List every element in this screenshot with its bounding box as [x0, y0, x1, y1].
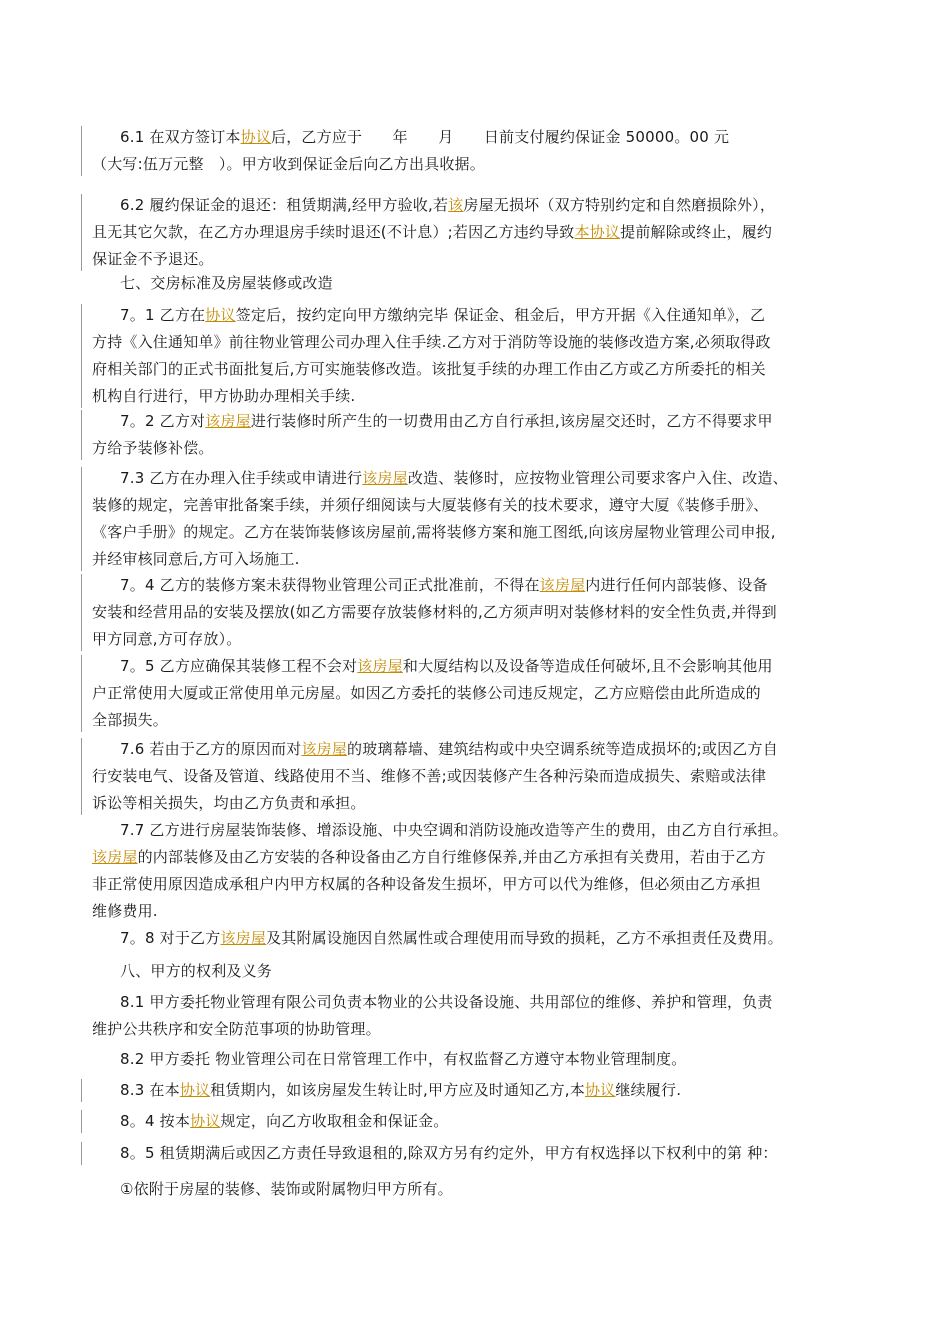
text-line [92, 1176, 862, 1203]
text-line [92, 356, 862, 383]
text-line [92, 707, 862, 734]
text-run: 8.1 甲方委托物业管理有限公司负责本物业的公共设备设施、共用部位的维修、养护和管理，负责 [120, 993, 773, 1011]
text-run: 方给予装修补偿。 [92, 439, 214, 457]
text-line [92, 626, 862, 653]
highlighted-term: 该 [448, 196, 464, 214]
clause-paragraph [92, 408, 862, 462]
text-run: 继续履行. [615, 1081, 682, 1099]
clause-paragraph [92, 1077, 862, 1104]
text-line [92, 989, 862, 1016]
clause-paragraph [92, 989, 862, 1043]
text-line [92, 1108, 862, 1135]
clause-paragraph [92, 653, 862, 734]
text-run: 7。5 乙方应确保其装修工程不会对 [120, 657, 358, 675]
text-run: 房屋无损坏（双方特别约定和自然磨损除外）， [463, 196, 776, 214]
text-run: 7.7 乙方进行房屋装饰装修、增添设施、中央空调和消防设施改造等产生的费用，由乙方自行承担。 [120, 821, 788, 839]
text-run: 并经审核同意后,方可入场施工. [92, 550, 300, 568]
revision-bar [81, 467, 82, 571]
text-run: 日前支付履约保证金 50000。00 元 [483, 128, 730, 146]
text-run: 诉讼等相关损失，均由乙方负责和承担。 [92, 794, 366, 812]
text-line [92, 302, 862, 329]
clause-paragraph [92, 817, 862, 925]
highlighted-term: 该房屋 [220, 929, 267, 947]
text-run: 八、甲方的权利及义务 [120, 962, 273, 980]
text-run: 维护公共秩序和安全防范事项的协助管理。 [92, 1020, 381, 1038]
clause-paragraph [92, 1176, 862, 1203]
revision-bar [81, 1110, 82, 1133]
text-run: 保证金不予退还。 [92, 250, 214, 268]
highlighted-term: 本协议 [574, 223, 621, 241]
clause-paragraph [92, 736, 862, 817]
text-line [92, 680, 862, 707]
highlighted-term: 该房屋 [362, 469, 408, 487]
text-run: 规定，向乙方收取租金和保证金。 [220, 1112, 449, 1130]
text-run: （大写:伍万元整 ）。甲方收到保证金后向乙方出具收据。 [92, 155, 485, 173]
text-line [92, 925, 862, 952]
text-line [92, 519, 862, 546]
text-line [92, 898, 862, 925]
revision-bar [81, 126, 82, 176]
text-run: 8.2 甲方委托 物业管理公司在日常管理工作中，有权监督乙方遵守本物业管理制度。 [120, 1050, 687, 1068]
text-run: 签定后，按约定向甲方缴纳完毕 保证金、租金后，甲方开据《入住通知单》，乙 [235, 306, 766, 324]
text-run: 后，乙方应于 [271, 128, 363, 146]
text-run: 种： [747, 1144, 778, 1162]
text-run: 及其附属设施因自然属性或合理使用而导致的损耗，乙方不承担责任及费用。 [266, 929, 783, 947]
revision-bar [81, 738, 82, 815]
text-run: 全部损失。 [92, 711, 169, 729]
text-line [92, 958, 862, 985]
text-run: 且无其它欠款，在乙方办理退房手续时退还(不计息）;若因乙方违约导致 [92, 223, 575, 241]
highlighted-term: 该房屋 [301, 740, 348, 758]
revision-bar [81, 194, 82, 271]
clause-paragraph [92, 1140, 862, 1167]
text-line [92, 219, 862, 246]
revision-bar [81, 655, 82, 732]
text-run: 装修的规定，完善审批备案手续，并须仔细阅读与大厦装修有关的技术要求，遵守大厦《装修手册》、 [92, 496, 769, 514]
text-run: 8。4 按本 [120, 1112, 191, 1130]
text-line [92, 790, 862, 817]
clause-paragraph [92, 302, 862, 410]
text-line [92, 817, 862, 844]
text-run: 7。8 对于乙方 [120, 929, 221, 947]
text-line [92, 572, 862, 599]
highlighted-term: 该房屋 [92, 848, 138, 866]
text-line [92, 871, 862, 898]
highlighted-term: 该房屋 [205, 412, 251, 430]
text-line [92, 492, 862, 519]
text-line [92, 1016, 862, 1043]
text-line [92, 844, 862, 871]
text-line [92, 246, 862, 273]
text-run: 8。5 租赁期满后或因乙方责任导致退租的,除双方另有约定外，甲方有权选择以下权利中的第 [120, 1144, 748, 1162]
text-run: 府相关部门的正式书面批复后,方可实施装修改造。该批复手续的办理工作由乙方或乙方所委托的相关 [92, 360, 766, 378]
text-line [92, 124, 862, 151]
text-run: 的内部装修及由乙方安装的各种设备由乙方自行维修保养,并由乙方承担有关费用，若由于乙方 [137, 848, 766, 866]
clause-paragraph [92, 925, 862, 952]
highlighted-term: 协议 [190, 1112, 221, 1130]
text-line [92, 329, 862, 356]
text-run: 方持《入住通知单》前往物业管理公司办理入住手续.乙方对于消防等设施的装修改造方案,必须取得政 [92, 333, 771, 351]
clause-paragraph [92, 124, 862, 178]
highlighted-term: 该房屋 [357, 657, 403, 675]
text-run: 8.3 在本 [120, 1081, 180, 1099]
clause-paragraph [92, 465, 862, 573]
highlighted-term: 协议 [179, 1081, 211, 1099]
highlighted-term: 协议 [240, 128, 272, 146]
revision-bar [81, 1142, 82, 1165]
text-line [92, 1077, 862, 1104]
clause-paragraph [92, 958, 862, 985]
clause-paragraph [92, 572, 862, 653]
revision-bar [81, 304, 82, 408]
text-run: ①依附于房屋的装修、装饰或附属物归甲方所有。 [120, 1180, 453, 1198]
text-run: 机构自行进行，甲方协助办理相关手续. [92, 387, 356, 405]
text-run: 进行装修时所产生的一切费用由乙方自行承担,该房屋交还时，乙方不得要求甲 [250, 412, 773, 430]
clause-paragraph [92, 1046, 862, 1073]
text-run: 7.6 若由于乙方的原因而对 [120, 740, 302, 758]
text-line [92, 1140, 862, 1167]
text-line [92, 763, 862, 790]
text-run: 7。1 乙方在 [120, 306, 206, 324]
text-line [92, 736, 862, 763]
clause-paragraph [92, 1108, 862, 1135]
clause-paragraph [92, 270, 862, 297]
text-run: 维修费用. [92, 902, 158, 920]
text-run: 七、交房标准及房屋装修或改造 [120, 274, 333, 292]
revision-bar [81, 574, 82, 651]
text-run: 7。4 乙方的装修方案未获得物业管理公司正式批准前，不得在 [120, 576, 540, 594]
text-line [92, 408, 862, 435]
text-run: 6.1 在双方签订本 [120, 128, 241, 146]
text-run: 租赁期内，如该房屋发生转让时,甲方应及时通知乙方,本 [210, 1081, 585, 1099]
text-line [92, 599, 862, 626]
highlighted-term: 协议 [205, 306, 236, 324]
revision-bar [81, 410, 82, 460]
text-run: 安装和经营用品的安装及摆放(如乙方需要存放装修材料的,乙方须声明对装修材料的安全性负责,并得到 [92, 603, 777, 621]
text-line [92, 151, 862, 178]
text-run: 内进行任何内部装修、设备 [585, 576, 768, 594]
text-line [92, 1046, 862, 1073]
blank-date-field: 年 月 [362, 128, 484, 146]
text-run: 7.3 乙方在办理入住手续或申请进行 [120, 469, 363, 487]
text-line [92, 383, 862, 410]
text-run: 7。2 乙方对 [120, 412, 206, 430]
text-line [92, 546, 862, 573]
text-run: 提前解除或终止，履约 [620, 223, 773, 241]
text-run: 《客户手册》的规定。乙方在装饰装修该房屋前,需将装修方案和施工图纸,向该房屋物业管理公司申报, [92, 523, 776, 541]
text-run: 甲方同意,方可存放）。 [92, 630, 242, 648]
text-run: 和大厦结构以及设备等造成任何破坏,且不会影响其他用 [402, 657, 773, 675]
text-run: 行安装电气、设备及管道、线路使用不当、维修不善;或因装修产生各种污染而造成损失、索赔或法律 [92, 767, 767, 785]
text-line [92, 653, 862, 680]
text-line [92, 465, 862, 492]
highlighted-term: 协议 [584, 1081, 616, 1099]
text-run: 非正常使用原因造成承租户内甲方权属的各种设备发生损坏，甲方可以代为维修，但必须由乙方承担 [92, 875, 761, 893]
text-line [92, 270, 862, 297]
text-run: 户正常使用大厦或正常使用单元房屋。如因乙方委托的装修公司违反规定，乙方应赔偿由此所造成的 [92, 684, 761, 702]
text-line [92, 192, 862, 219]
text-run: 6.2 履约保证金的退还：租赁期满,经甲方验收,若 [120, 196, 449, 214]
text-run: 改造、装修时，应按物业管理公司要求客户入住、改造、 [407, 469, 788, 487]
highlighted-term: 该房屋 [539, 576, 586, 594]
revision-bar [81, 1079, 82, 1102]
clause-paragraph [92, 192, 862, 273]
text-run: 的玻璃幕墙、建筑结构或中央空调系统等造成损坏的;或因乙方自 [347, 740, 778, 758]
text-line [92, 435, 862, 462]
